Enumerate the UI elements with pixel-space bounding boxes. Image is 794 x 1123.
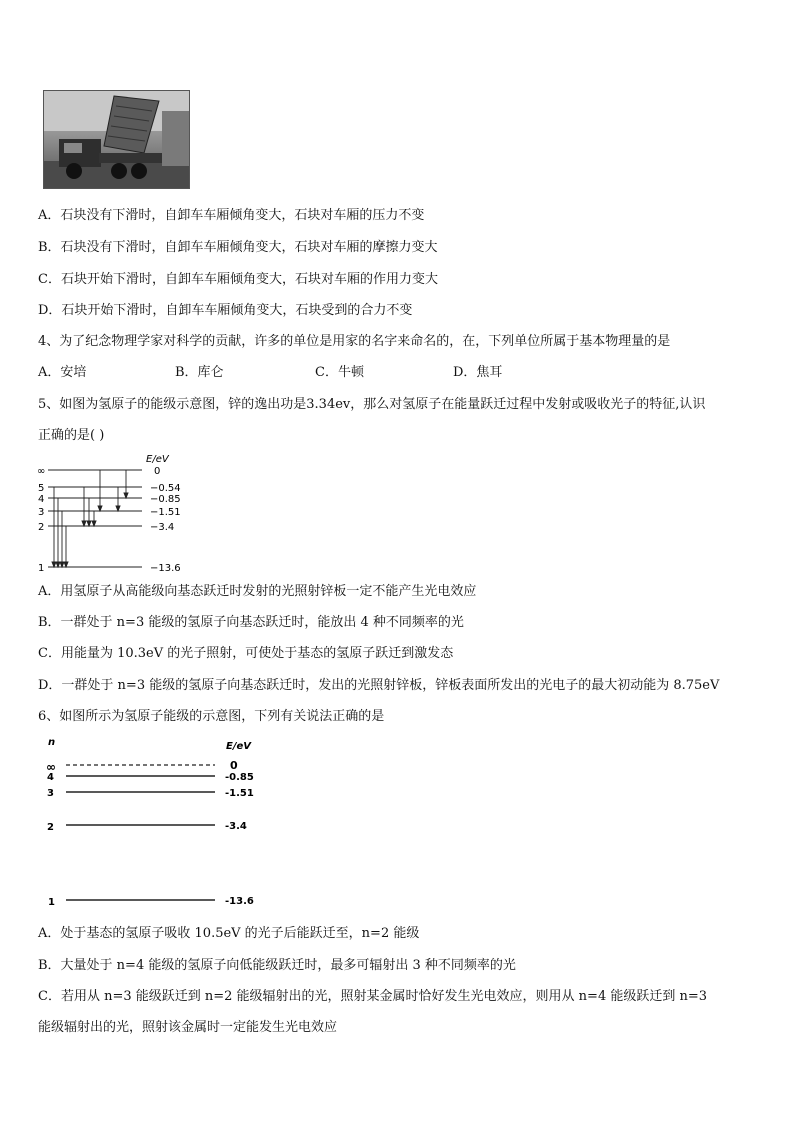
q5-e-4: −0.85 [150, 494, 181, 505]
q5-n-inf: ∞ [37, 466, 46, 477]
q6-option-b: B．大量处于 n=4 能级的氢原子向低能级跃迁时，最多可辐射出 3 种不同频率的光 [38, 958, 516, 973]
q5-n-5: 5 [38, 483, 45, 494]
q5-e-5: −0.54 [150, 483, 181, 494]
q6-stem: 6、如图所示为氢原子能级的示意图，下列有关说法正确的是 [38, 709, 385, 724]
q6-unit-label: E/eV [226, 741, 252, 752]
q4-stem: 4、为了纪念物理学家对科学的贡献，许多的单位是用家的名字来命名的，在，下列单位所属于基本物理量的是 [38, 334, 671, 349]
q5-e-1: −13.6 [150, 563, 181, 574]
q4-option-b: B．库仑 [175, 365, 224, 380]
q3-option-c: C．石块开始下滑时，自卸车车厢倾角变大，石块对车厢的作用力变大 [38, 272, 438, 287]
q4-option-c: C．牛顿 [315, 365, 364, 380]
q3-option-d: D．石块开始下滑时，自卸车车厢倾角变大，石块受到的合力不变 [38, 303, 413, 318]
q5-stem-line1: 5、如图为氢原子的能级示意图，锌的逸出功是3.34ev，那么对氢原子在能量跃迁过程中发射或吸收光子的特征,认识 [38, 397, 706, 412]
q5-transition-arrows [52, 470, 128, 567]
q5-option-d: D．一群处于 n=3 能级的氢原子向基态跃迁时，发出的光照射锌板，锌板表面所发出的光电子的最大初动能为 8.75eV [38, 678, 720, 693]
q6-e-inf: 0 [230, 759, 238, 772]
q6-n-4: 4 [47, 772, 54, 783]
q6-option-c-line1: C．若用从 n=3 能级跃迁到 n=2 能级辐射出的光，照射某金属时恰好发生光电效应，则用从 n=4 能级跃迁到 n=3 [38, 989, 708, 1004]
q6-e-3: -1.51 [225, 788, 254, 799]
q4-option-a: A．安培 [38, 365, 87, 380]
q5-n-3: 3 [38, 507, 45, 518]
q5-e-2: −3.4 [150, 522, 175, 533]
q5-unit-label: E/eV [146, 454, 169, 465]
q5-option-a: A．用氢原子从高能级向基态跃迁时发射的光照射锌板一定不能产生光电效应 [38, 584, 477, 599]
q5-e-3: −1.51 [150, 507, 181, 518]
q6-energy-level-diagram [40, 733, 270, 913]
q5-option-c: C．用能量为 10.3eV 的光子照射，可使处于基态的氢原子跃迁到激发态 [38, 646, 454, 661]
q6-n-inf: ∞ [46, 760, 56, 774]
q5-n-2: 2 [38, 522, 45, 533]
q5-option-b: B．一群处于 n=3 能级的氢原子向基态跃迁时，能放出 4 种不同频率的光 [38, 615, 464, 630]
q5-n-1: 1 [38, 563, 45, 574]
q3-option-b: B．石块没有下滑时，自卸车车厢倾角变大，石块对车厢的摩擦力变大 [38, 240, 438, 255]
q6-n-3: 3 [47, 788, 54, 799]
q5-n-4: 4 [38, 494, 45, 505]
q3-option-a: A．石块没有下滑时，自卸车车厢倾角变大，石块对车厢的压力不变 [38, 208, 425, 223]
q6-n-label: n [48, 737, 56, 748]
q5-e-inf: 0 [154, 466, 161, 477]
q5-stem-line2: 正确的是( ) [38, 428, 105, 443]
q6-e-1: -13.6 [225, 896, 254, 907]
q6-n-2: 2 [47, 822, 54, 833]
q6-e-4: -0.85 [225, 772, 254, 783]
q6-option-a: A．处于基态的氢原子吸收 10.5eV 的光子后能跃迁至，n=2 能级 [38, 926, 420, 941]
q4-option-d: D．焦耳 [453, 365, 503, 380]
q4-options [38, 364, 738, 382]
q6-n-1: 1 [48, 897, 55, 908]
q5-energy-level-diagram [34, 450, 204, 575]
q6-e-2: -3.4 [225, 821, 247, 832]
dump-truck-photo [43, 90, 190, 189]
q6-option-c-line2: 能级辐射出的光，照射该金属时一定能发生光电效应 [38, 1020, 338, 1035]
